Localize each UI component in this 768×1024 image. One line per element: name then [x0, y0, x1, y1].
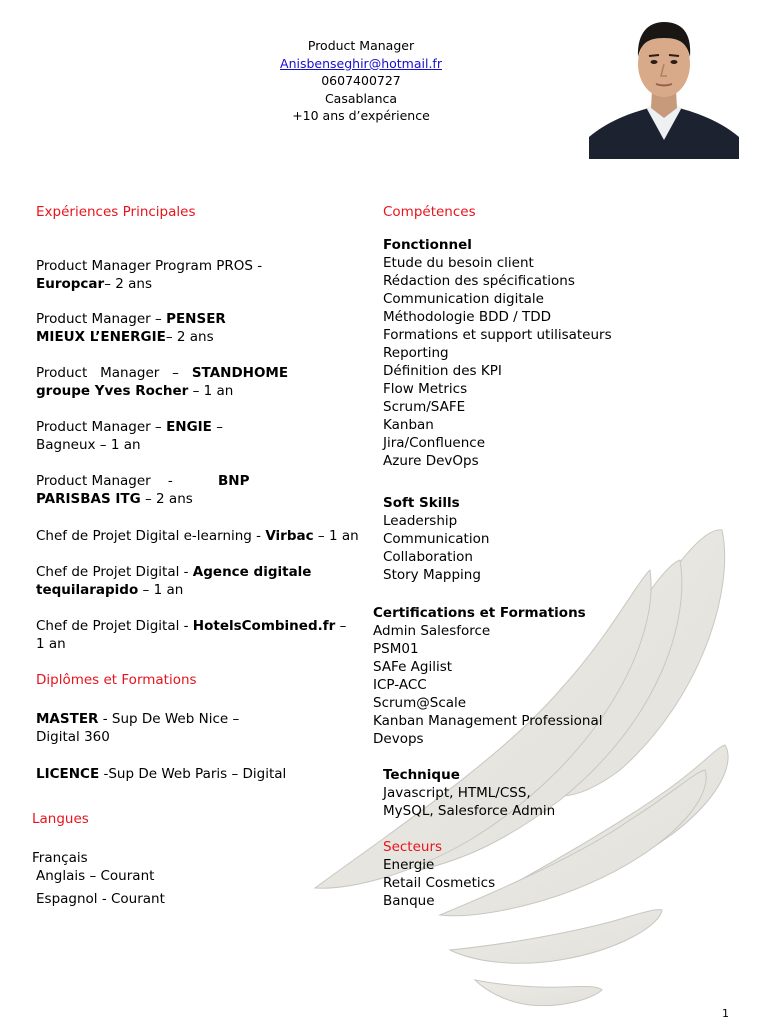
skill-item: Méthodologie BDD / TDD — [383, 309, 552, 325]
skill-item: MySQL, Salesforce Admin — [383, 803, 556, 819]
language-item: Anglais – Courant — [36, 868, 155, 884]
certification-item: Kanban Management Professional — [373, 713, 603, 729]
soft-skills-heading: Soft Skills — [383, 495, 460, 511]
language-item: Espagnol - Courant — [36, 891, 165, 907]
skill-item: Reporting — [383, 345, 449, 361]
skill-item: Formations et support utilisateurs — [383, 327, 612, 343]
skill-item: Story Mapping — [383, 567, 481, 583]
skill-item: Kanban — [383, 417, 434, 433]
diplomes-title: Diplômes et Formations — [36, 672, 197, 688]
experience-item: Product Manager – PENSER MIEUX L’ENERGIE– 2 ans — [36, 311, 226, 345]
certifications-heading: Certifications et Formations — [373, 605, 586, 621]
experience-item: Product Manager – STANDHOME groupe Yves Rocher – 1 an — [36, 365, 289, 399]
skill-item: Javascript, HTML/CSS, — [383, 785, 531, 801]
page-number: 1 — [722, 1007, 729, 1020]
experiences-title: Expériences Principales — [36, 204, 196, 220]
skill-item: Scrum/SAFE — [383, 399, 466, 415]
certifications-list — [373, 604, 603, 748]
skill-item: Etude du besoin client — [383, 255, 534, 271]
fonctionnel-heading: Fonctionnel — [383, 237, 472, 253]
skill-item: Communication — [383, 531, 490, 547]
skill-item: Jira/Confluence — [383, 435, 485, 451]
skill-item: Leadership — [383, 513, 458, 529]
language-item: Français — [32, 850, 88, 866]
secteurs-title: Secteurs — [383, 839, 443, 855]
experience-item: Product Manager - BNP PARISBAS ITG – 2 ans — [36, 473, 250, 507]
contact-header — [230, 37, 492, 125]
profile-photo — [589, 12, 739, 159]
fonctionnel-list — [383, 236, 612, 470]
skill-item: Communication digitale — [383, 291, 544, 307]
diploma-item: LICENCE -Sup De Web Paris – Digital — [36, 766, 287, 782]
certification-item: PSM01 — [373, 641, 419, 657]
sector-item: Retail Cosmetics — [383, 875, 496, 891]
experience-item: Product Manager Program PROS - Europcar– 2 ans — [36, 258, 263, 292]
sector-item: Banque — [383, 893, 435, 909]
phone: 0607400727 — [321, 73, 401, 88]
technique-list — [383, 766, 555, 820]
secteurs-list — [383, 838, 495, 910]
skill-item: Définition des KPI — [383, 363, 502, 379]
skill-item: Azure DevOps — [383, 453, 479, 469]
technique-heading: Technique — [383, 767, 460, 783]
certification-item: Devops — [373, 731, 424, 747]
experience-item: Product Manager – ENGIE – Bagneux – 1 an — [36, 419, 223, 453]
experience-item: Chef de Projet Digital - HotelsCombined.fr – 1 an — [36, 618, 347, 652]
competences-title: Compétences — [383, 204, 476, 220]
experience-years: +10 ans d’expérience — [292, 108, 430, 123]
job-title: Product Manager — [307, 38, 415, 53]
soft-skills-list — [383, 494, 489, 584]
skill-item: Rédaction des spécifications — [383, 273, 575, 289]
city: Casablanca — [324, 90, 398, 106]
experience-item: Chef de Projet Digital - Agence digitale tequilarapido – 1 an — [36, 564, 312, 598]
experience-item: Chef de Projet Digital e-learning - Virbac – 1 an — [36, 528, 359, 544]
skill-item: Collaboration — [383, 549, 473, 565]
certification-item: Scrum@Scale — [373, 695, 467, 711]
email-link[interactable]: Anisbenseghir@hotmail.fr — [280, 55, 442, 71]
sector-item: Energie — [383, 857, 435, 873]
certification-item: ICP-ACC — [373, 677, 427, 693]
certification-item: SAFe Agilist — [373, 659, 453, 675]
certification-item: Admin Salesforce — [373, 623, 491, 639]
skill-item: Flow Metrics — [383, 381, 468, 397]
langues-title: Langues — [32, 811, 89, 827]
diploma-item: MASTER - Sup De Web Nice – Digital 360 — [36, 711, 240, 745]
